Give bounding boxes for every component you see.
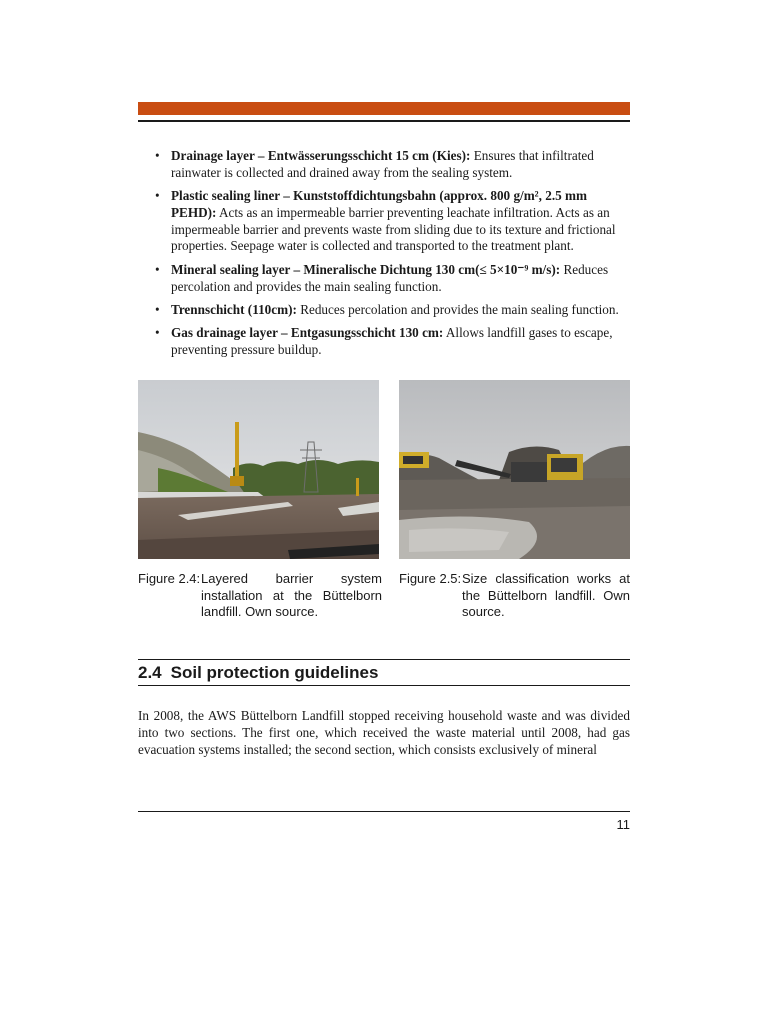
page-number: 11	[616, 817, 630, 832]
bullet-description: Reduces percolation and provides the main sealing function.	[171, 261, 609, 294]
header-rule	[138, 120, 630, 122]
body-paragraph: In 2008, the AWS Büttelborn Landfill stopped receiving household waste and was divided into two sections. The first one, which received the waste material until 2008, had gas evacuation systems installed; the second section, which consists exclusively of mineral	[138, 708, 630, 757]
bullet-item-plastic-liner	[155, 188, 632, 255]
bullet-term: Drainage layer – Entwässerungsschicht 15 cm (Kies):	[171, 148, 471, 163]
bullet-item-drainage-layer	[155, 148, 632, 182]
bullet-item-mineral-sealing	[155, 262, 632, 296]
header-accent-bar	[138, 102, 630, 115]
footer-rule	[138, 811, 630, 812]
layer-bullet-list	[155, 148, 632, 365]
bullet-item-gas-drainage	[155, 325, 632, 359]
bullet-description: Reduces percolation and provides the main sealing function.	[296, 301, 619, 317]
section-heading	[138, 662, 378, 684]
section-rule-top	[138, 659, 630, 660]
bullet-term: Mineral sealing layer – Mineralische Dichtung 130 cm(≤ 5×10⁻⁹ m/s):	[171, 261, 561, 277]
bullet-term: Gas drainage layer – Entgasungsschicht 130 cm:	[171, 325, 444, 341]
figure-label: Figure 2.4:	[138, 571, 201, 586]
section-title: Soil protection guidelines	[170, 663, 379, 682]
bullet-description: Acts as an impermeable barrier preventing leachate infiltration. Acts as an impermeable barrier and prevents waste from sliding due to its texture and frictional properties. Seepage water is collected and transported to the treatment plant.	[171, 204, 616, 254]
bullet-description: Ensures that infiltrated rainwater is collected and drained away from the sealing system.	[171, 148, 594, 180]
bullet-dot: •	[155, 261, 160, 277]
bullet-description: Allows landfill gases to escape, preventing pressure buildup.	[171, 325, 613, 357]
figure-label: Figure 2.5:	[399, 571, 462, 586]
bullet-term: Plastic sealing liner – Kunststoffdichtungsbahn (approx. 800 g/m², 2.5 mm PEHD):	[171, 188, 587, 220]
figure-caption-text: Layered barrier system installation at the Büttelborn landfill. Own source.	[201, 571, 382, 619]
bullet-dot: •	[155, 148, 160, 163]
bullet-term: Trennschicht (110cm):	[171, 301, 297, 317]
bullet-dot: •	[155, 325, 160, 341]
section-number: 2.4	[138, 663, 162, 682]
figure-2-4-photo	[138, 380, 379, 559]
bullet-dot: •	[155, 188, 160, 204]
section-rule-bottom	[138, 685, 630, 686]
figure-2-5-photo	[399, 380, 630, 559]
bullet-item-trennschicht	[155, 302, 632, 319]
figure-caption-text: Size classification works at the Büttelborn landfill. Own source.	[462, 571, 630, 619]
bullet-dot: •	[155, 301, 160, 317]
